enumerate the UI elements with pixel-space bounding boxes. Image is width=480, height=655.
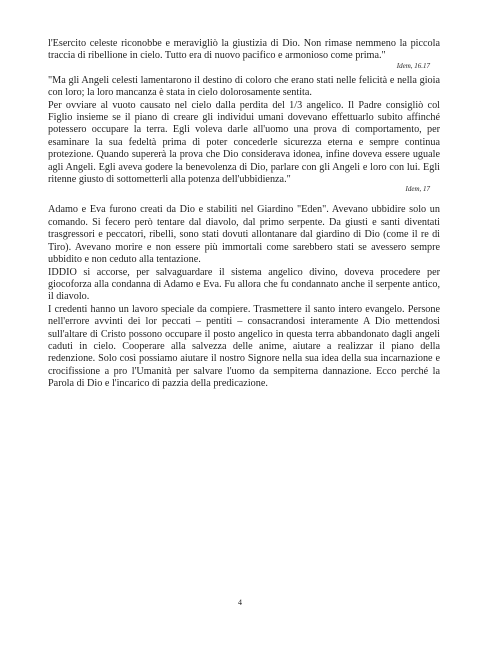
citation-1: Idem, 16.17 [396, 61, 430, 70]
page-number: 4 [238, 598, 242, 607]
paragraph-2b: Per ovviare al vuoto causato nel cielo dalla perdita del 1/3 angelico. Il Padre consigliò col Figlio insieme se il piano di creare gli individui umani dovevano effettuarlo subito affinché potessero occupare la terra. Egli voleva darle all'uomo una prova di comportamento, per esaminare la sua fedeltà prima di poter concederle sicurezza eterna e sempre continua protezione. Quando supererà la prova che Dio considerava idonea, infine doveva essere uguale agli Angeli. Egli aveva godere la benevolenza di Dio, parlare con gli Angeli e loro con lui. Egli ritenne giusto di sottometterli alla potenza dell'ubbidienza." [48, 99, 440, 186]
citation-2: Idem, 17 [405, 185, 430, 194]
paragraph-5: I credenti hanno un lavoro speciale da compiere. Trasmettere il santo intero evangelo. Persone nell'errore avvinti dei lor peccati – pentiti – consacrandosi interamente A Dio mettendosi sull'altare di Cristo possono occupare il posto angelico in questa terra abbandonato dagli angeli caduti in cielo. Cooperare alla salvezza delle anime, aiutare a realizzar il piano della redenzione. Solo così possiamo aiutare il nostro Signore nella sua idea della sua incarnazione e crocifissione a pro l'Umanità per salvare l'uomo da sempiterna dannazione. Ecco perché la Parola di Dio e l'incarico di pazzia della predicazione. [48, 303, 440, 390]
paragraph-2a: "Ma gli Angeli celesti lamentarono il destino di coloro che erano stati nelle felicità e nella gioia con loro; la loro mancanza è stata in cielo dolorosamente sentita. [48, 74, 440, 99]
spacer [48, 194, 440, 204]
paragraph-3: Adamo e Eva furono creati da Dio e stabiliti nel Giardino "Eden". Avevano ubbidire solo un comando. Si fecero però tentare dal diavolo, dal primo serpente. Da giusti e santi diventati trasgressori e peccatori, ribelli, sono stati dovuti allontanare dal giardino di Dio (come il re di Tiro). Avevano morire e non essere più immortali come sarebbero stati se avessero sempre ubbidito e non ceduto alla tentazione. [48, 204, 440, 266]
paragraph-1: l'Esercito celeste riconobbe e meravigliò la giustizia di Dio. Non rimase nemmeno la piccola traccia di ribellione in cielo. Tutto era di nuovo pacifico e armonioso come prima." [48, 38, 440, 62]
paragraph-4: IDDIO si accorse, per salvaguardare il sistema angelico divino, doveva procedere per giocoforza alla condanna di Adamo e Eva. Fu allora che fu condannato anche il serpente antico, il diavolo. [48, 266, 440, 303]
document-body [48, 38, 440, 391]
